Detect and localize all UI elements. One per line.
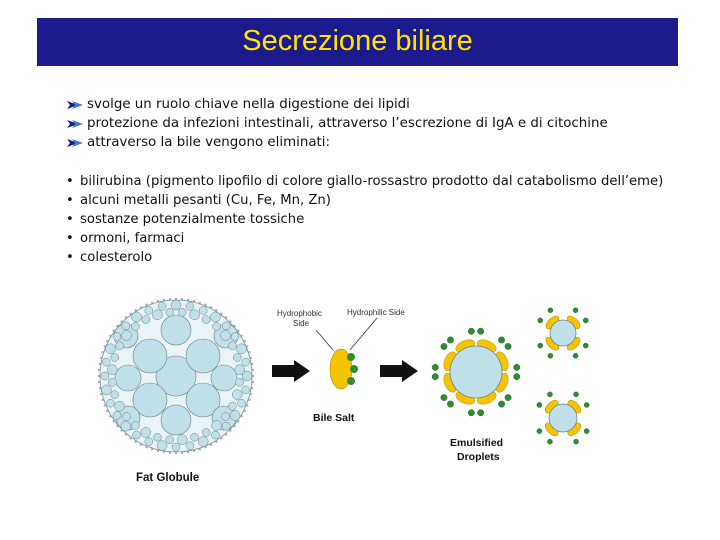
emulsified-droplet-small (538, 308, 589, 359)
droplets-label: Droplets (457, 451, 500, 463)
arrow-item-text: attraverso la bile vengono eliminati: (87, 135, 331, 150)
bullet-dot: • (66, 250, 74, 265)
bullet-dot: • (66, 174, 74, 189)
hydrophobic-side-label: Side (293, 319, 310, 328)
fat-globule-label: Fat Globule (136, 472, 200, 484)
bullet-item-text: ormoni, farmaci (80, 231, 185, 246)
emulsified-label: Emulsified (450, 437, 504, 449)
bullet-item-text: bilirubina (pigmento lipofilo di colore giallo-rossastro prodotto dal catabolismo dell’eme) (80, 174, 664, 189)
bullet-dot: • (66, 212, 74, 227)
bile-salt-molecule (316, 318, 377, 389)
process-arrow (272, 360, 310, 382)
hydrophobic-label: Hydrophobic (277, 309, 322, 318)
bile-salt-label: Bile Salt (313, 412, 355, 424)
hydrophilic-label: Hydrophilic Side (347, 308, 405, 317)
slide-title: Secrezione biliare (242, 25, 473, 57)
arrow-item-text: svolge un ruolo chiave nella digestione dei lipidi (87, 97, 410, 112)
emulsified-droplet-small (537, 392, 589, 444)
emulsified-droplet-large (432, 328, 520, 416)
bullet-dot: • (66, 231, 74, 246)
bullet-item-text: alcuni metalli pesanti (Cu, Fe, Mn, Zn) (80, 193, 331, 208)
fat-globule (98, 298, 254, 454)
bullet-item-text: sostanze potenzialmente tossiche (80, 212, 305, 227)
bullet-dot: • (66, 193, 74, 208)
bullet-item-text: colesterolo (80, 250, 153, 265)
arrow-item-text: protezione da infezioni intestinali, attraverso l’escrezione di IgA e di citochine (87, 116, 608, 131)
process-arrow (380, 360, 418, 382)
